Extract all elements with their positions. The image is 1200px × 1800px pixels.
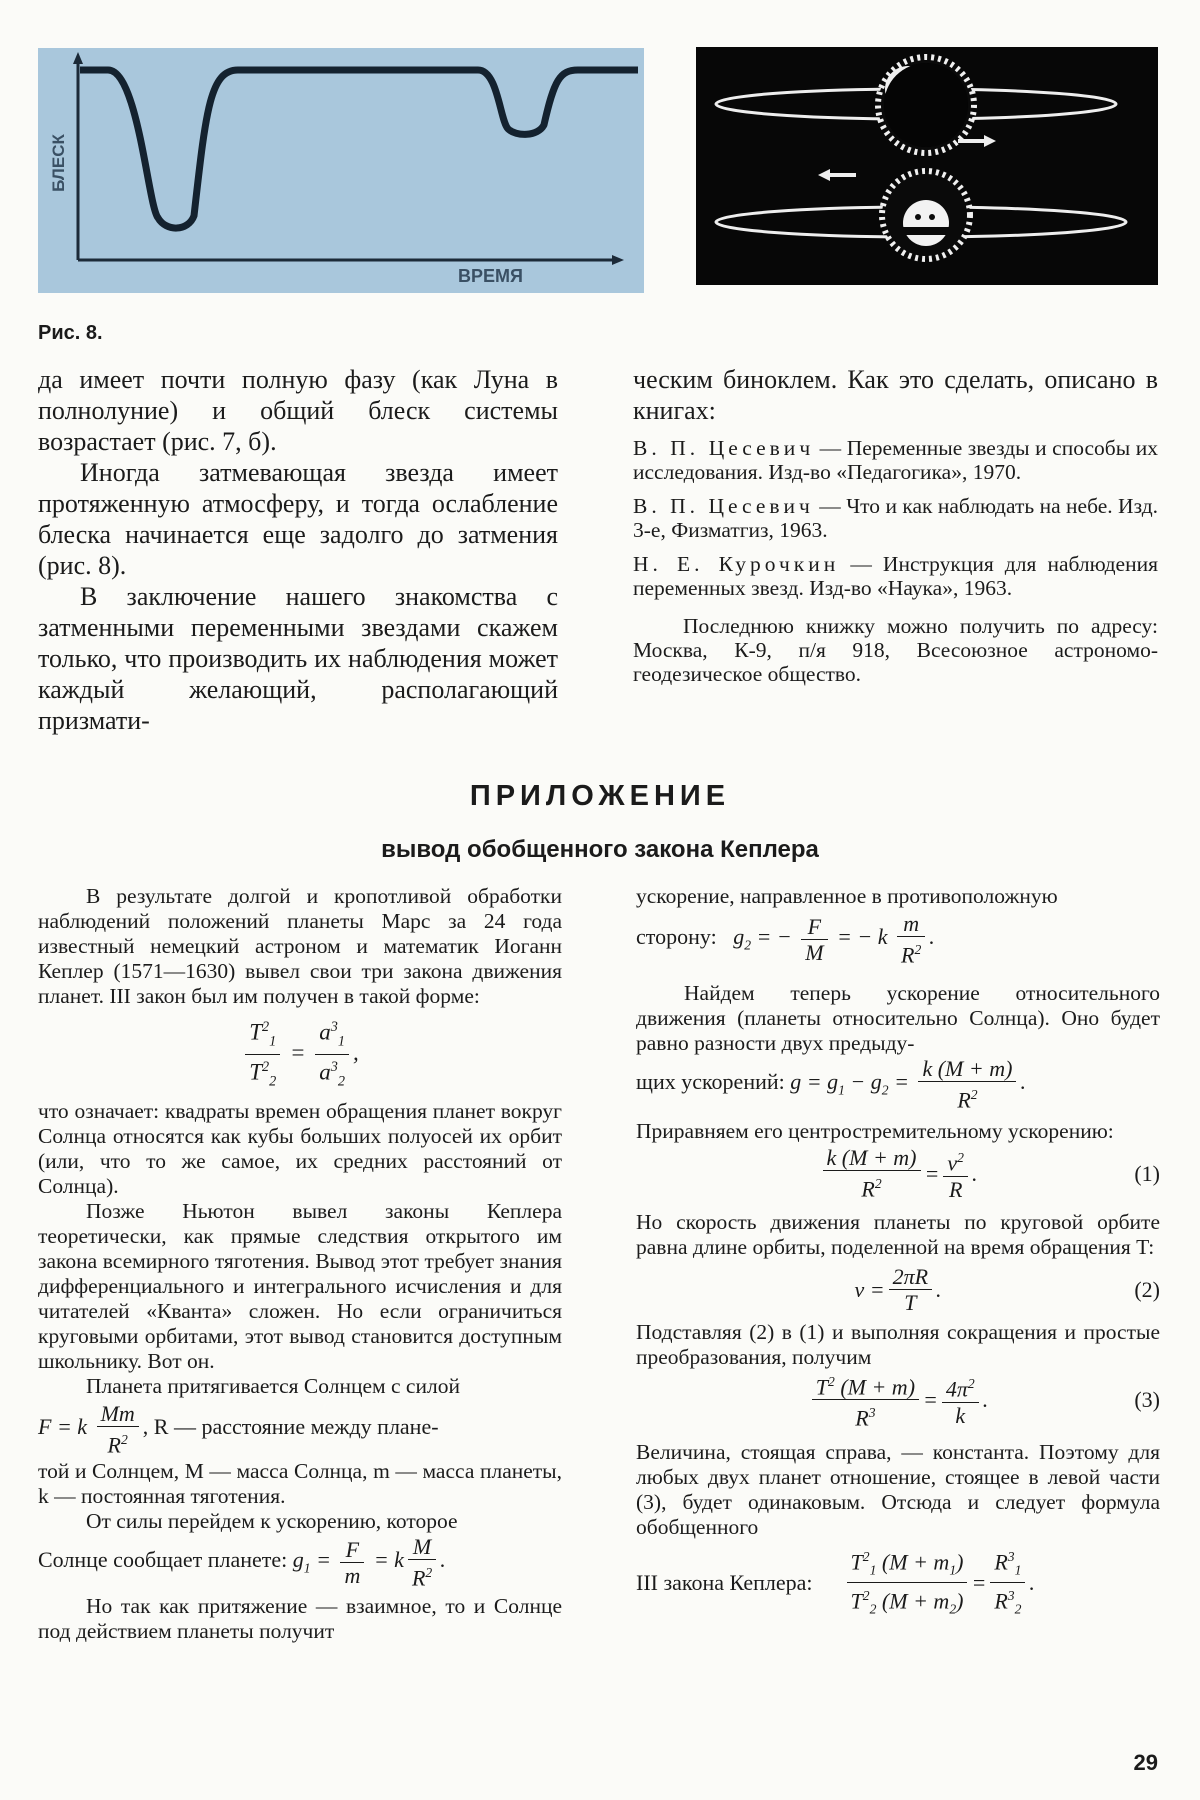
text-inline: , R — расстояние между плане- <box>142 1413 439 1439</box>
companion-behind-atmosphere <box>903 200 949 246</box>
paragraph: Позже Ньютон вывел законы Кеплера теоретически, как прямые следствия открытого им закона всемирного тяготения. Вывод этот требует знания дифференциального и интегрального исчисления и для читателей «Кванта» сложен. Но если ограничиться круговыми орбитами, этот вывод становится доступным школьнику. Вот он. <box>38 1198 562 1373</box>
paragraph: да имеет почти полную фазу (как Луна в полнолуние) и общий блеск системы возрастает (рис. 7, б). <box>38 365 558 456</box>
paragraph: Подставляя (2) в (1) и выполняя сокращения и простые преобразования, получим <box>636 1319 1160 1369</box>
light-curve-svg <box>38 48 644 293</box>
planet-acceleration-line: сторону: $g_2$ = − $\frac{F}{M}$ = − k $\frac{m}{R^2}$ . <box>636 911 935 968</box>
reference-text: — Что и как наблюдать на небе. Изд. 3-е, Физматгиз, 1963. <box>633 494 1159 542</box>
dot-2 <box>929 214 935 220</box>
equation-number: (3) <box>1134 1387 1160 1413</box>
equation-2: v = $\frac{2\pi R}{T}$ . (2) <box>854 1264 1160 1316</box>
paragraph: В заключение нашего знакомства с затменными переменными звездами скажем только, что производить их наблюдения может каждый желающий, располагающий призмати- <box>38 582 558 735</box>
paragraph: Иногда затмевающая звезда имеет протяженную атмосферу, и тогда ослабление блеска начинается еще задолго до затмения (рис. 8). <box>38 458 558 580</box>
equation-3: $\frac{T^2 (M + m)}{R^3}$ = $\frac{4\pi^2}{k}$ . (3) <box>636 1370 1160 1430</box>
reference-text: — Переменные звезды и способы их исследования. Изд-во «Педагогика», 1970. <box>633 436 1158 484</box>
generalized-kepler-law-line: III закона Кеплера: $\frac{T^2_1 (M + m_1)}{T^2_2 (M + m_2)}$ = $\frac{R^3_1}{R^3_2}$ . <box>636 1544 1160 1622</box>
primary-star-top <box>884 63 968 147</box>
eclipsing-binary-figure <box>696 47 1158 285</box>
paragraph: ускорение, направленное в противоположную <box>636 884 1058 908</box>
y-axis-arrow <box>73 52 83 64</box>
paragraph: что означает: квадраты времен обращения планет вокруг Солнца относятся как кубы больших полуосей их орбит (или, что то же самое, их средних расстояний от Солнца). <box>38 1098 562 1198</box>
x-axis-arrow <box>612 255 624 265</box>
paragraph: Найдем теперь ускорение относительного движения (планеты относительно Солнца). Оно будет равно разности двух предыду- <box>636 981 1160 1056</box>
text-inline: сторону: <box>636 924 717 950</box>
arrow-right-head <box>984 135 996 147</box>
reference-author: В. П. Цесевич <box>633 494 814 518</box>
y-axis-label: БЛЕСК <box>49 134 68 192</box>
paragraph: Но так как притяжение — взаимное, то и Солнце под действием планеты получит <box>38 1594 562 1644</box>
arrow-left-head <box>818 169 830 181</box>
reference-item <box>633 552 1158 600</box>
gravity-force-line: F = k $\frac{Mm}{R^2}$ , R — расстояние между плане- <box>38 1400 439 1457</box>
lower-right-column <box>636 884 1160 1622</box>
figure-caption: Рис. 8. <box>38 322 103 344</box>
lower-left-column <box>38 884 562 1644</box>
paragraph: От силы перейдем к ускорению, которое <box>86 1508 458 1533</box>
equation-number: (2) <box>1134 1277 1160 1303</box>
upper-right-column <box>633 364 1158 686</box>
paragraph: Планета притягивается Солнцем с силой <box>86 1373 460 1398</box>
reference-item <box>633 436 1158 484</box>
appendix-title: ПРИЛОЖЕНИЕ <box>469 780 731 812</box>
sun-acceleration-line: Солнце сообщает планете: $g_1$ = $\frac{F}{m}$ = k $\frac{M}{R^2}$ . <box>38 1533 446 1591</box>
text-inline: щих ускорений: <box>636 1069 785 1095</box>
shadow-band <box>901 227 951 235</box>
kepler-third-law-formula: $\frac{T^2_1}{T^2_2}$ = $\frac{a^3_1}{a^3_2}$ , <box>38 1015 562 1095</box>
paragraph: Приравняем его центростремительному ускорению: <box>636 1118 1114 1143</box>
text-inline: Солнце сообщает планете: <box>38 1547 288 1573</box>
page-number: 29 <box>1133 1750 1158 1775</box>
paragraph: Но скорость движения планеты по круговой орбите равна длине орбиты, поделенной на время обращения T: <box>636 1209 1160 1259</box>
equation-1: $\frac{k (M + m)}{R^2}$ = $\frac{v^2}{R}$ . (1) <box>636 1144 1160 1204</box>
x-axis-label: ВРЕМЯ <box>458 266 523 286</box>
reference-author: В. П. Цесевич <box>633 436 815 460</box>
paragraph: В результате долгой и кропотливой обработки наблюдений положений планеты Марс за 24 года известный немецкий астроном и математик Иоганн Кеплер (1571—1630) вывел свои три закона движения планет. III закон был им получен в такой форме: <box>38 884 562 1008</box>
paragraph: ческим биноклем. Как это сделать, описано в книгах: <box>633 365 1158 425</box>
reference-author: Н. Е. Курочкин <box>633 552 840 576</box>
binary-star-drawing <box>696 47 1158 285</box>
light-curve-line <box>80 70 638 228</box>
paragraph: Величина, стоящая справа, — константа. Поэтому для любых двух планет отношение, стоящее в левой части (3), будет одинаковым. Отсюда и следует формула обобщенного <box>636 1439 1160 1539</box>
upper-left-column <box>38 364 558 736</box>
reference-text: — Инструкция для наблюдения переменных звезд. Изд-во «Наука», 1963. <box>633 552 1158 600</box>
paragraph: той и Солнцем, M — масса Солнца, m — масса планеты, k — постоянная тяготения. <box>38 1458 562 1508</box>
dot-1 <box>915 214 921 220</box>
light-curve-figure <box>38 48 644 293</box>
relative-acceleration-line: щих ускорений: $g = g_1 - g_2$ = $\frac{k (M + m)}{R^2}$ . <box>636 1056 1026 1113</box>
appendix-subtitle: вывод обобщенного закона Кеплера <box>381 836 819 863</box>
text-inline: III закона Кеплера: <box>636 1570 813 1596</box>
reference-item <box>633 494 1158 542</box>
address-note: Последнюю книжку можно получить по адресу: Москва, К-9, п/я 918, Всесоюзное астрономо-геодезическое общество. <box>633 614 1158 686</box>
equation-number: (1) <box>1134 1161 1160 1187</box>
